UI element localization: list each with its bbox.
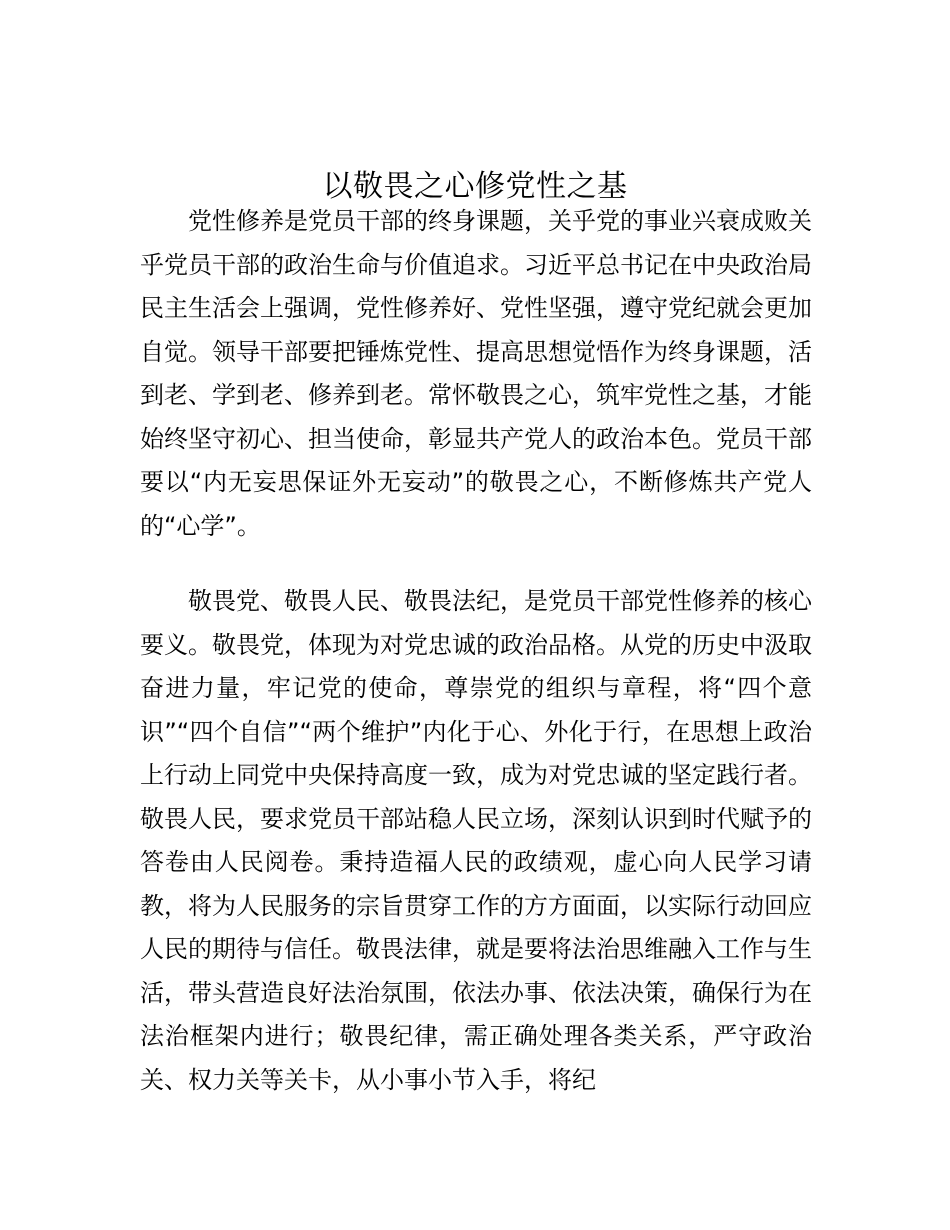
- paragraph-1: 党性修养是党员干部的终身课题，关乎党的事业兴衰成败关乎党员干部的政治生命与价值追求。习近平总书记在中央政治局民主生活会上强调，党性修养好、党性坚强，遵守党纪就会更加自觉。领导干部要把锤炼党性、提高思想觉悟作为终身课题，活到老、学到老、修养到老。常怀敬畏之心，筑牢党性之基，才能始终坚守初心、担当使命，彰显共产党人的政治本色。党员干部要以“内无妄思保证外无妄动”的敬畏之心，不断修炼共产党人的“心学”。: [140, 207, 812, 540]
- document-title: 以敬畏之心修党性之基: [322, 169, 628, 204]
- paragraph-2: 敬畏党、敬畏人民、敬畏法纪，是党员干部党性修养的核心要义。敬畏党，体现为对党忠诚的政治品格。从党的历史中汲取奋进力量，牢记党的使命，尊崇党的组织与章程，将“四个意识”“四个自信”“两个维护”内化于心、外化于行，在思想上政治上行动上同党中央保持高度一致，成为对党忠诚的坚定践行者。敬畏人民，要求党员干部站稳人民立场，深刻认识到时代赋予的答卷由人民阅卷。秉持造福人民的政绩观，虚心向人民学习请教，将为人民服务的宗旨贯穿工作的方方面面，以实际行动回应人民的期待与信任。敬畏法律，就是要将法治思维融入工作与生活，带头营造良好法治氛围，依法办事、依法决策，确保行为在法治框架内进行；敬畏纪律，需正确处理各类关系，严守政治关、权力关等关卡，从小事小节入手，将纪: [140, 587, 812, 1094]
